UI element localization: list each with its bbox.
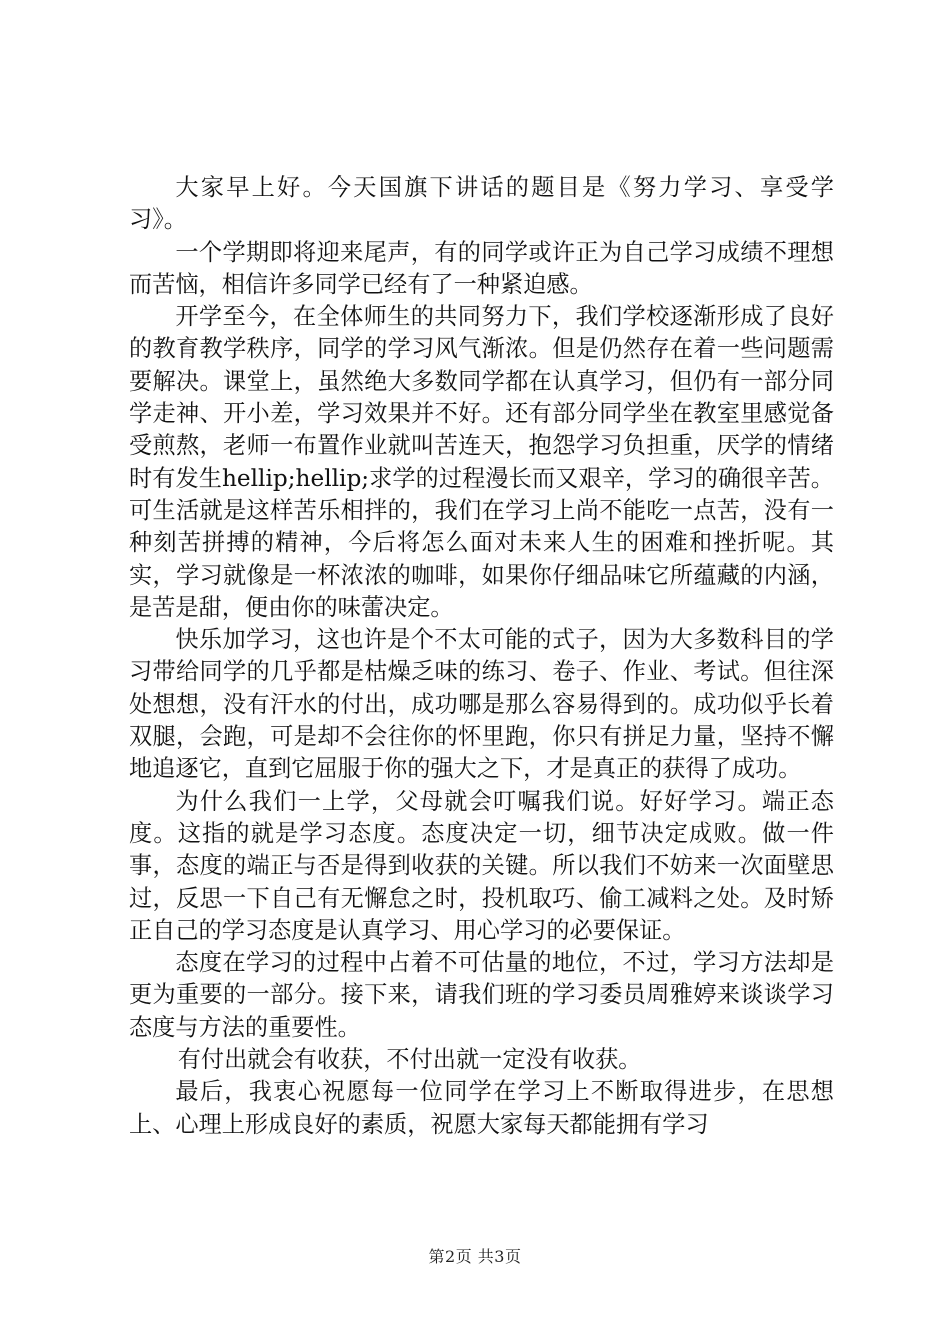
paragraph-effort-reward: 有付出就会有收获，不付出就一定没有收获。 — [177, 1046, 642, 1074]
paragraph-method: 态度在学习的过程中占着不可估量的地位，不过，学习方法却是更为重要的一部分。接下来，请我们班的学习委员周雅婷来谈谈学习态度与方法的重要性。 — [129, 949, 834, 1041]
document-body — [129, 172, 834, 1141]
page-number-footer: 第2页 共3页 — [428, 1247, 522, 1266]
paragraph-closing: 最后，我衷心祝愿每一位同学在学习上不断取得进步，在思想上、心理上形成良好的素质，祝愿大家每天都能拥有学习 — [129, 1078, 834, 1138]
paragraph-joy-and-study: 快乐加学习，这也许是个不太可能的式子，因为大多数科目的学习带给同学的几乎都是枯燥乏味的练习、卷子、作业、考试。但往深处想想，没有汗水的付出，成功哪是那么容易得到的。成功似乎长着双腿，会跑，可是却不会往你的怀里跑，你只有拼足力量，坚持不懈地追逐它，直到它屈服于你的强大之下，才是真正的获得了成功。 — [129, 626, 834, 783]
paragraph-semester-end: 一个学期即将迎来尾声，有的同学或许正为自己学习成绩不理想而苦恼，相信许多同学已经有了一种紧迫感。 — [129, 238, 834, 298]
paragraph-greeting: 大家早上好。今天国旗下讲话的题目是《努力学习、享受学习》。 — [129, 174, 834, 234]
paragraph-attitude: 为什么我们一上学，父母就会叮嘱我们说。好好学习。端正态度。这指的就是学习态度。态度决定一切，细节决定成败。做一件事，态度的端正与否是得到收获的关键。所以我们不妨来一次面壁思过，反思一下自己有无懈怠之时，投机取巧、偷工减料之处。及时矫正自己的学习态度是认真学习、用心学习的必要保证。 — [129, 787, 834, 944]
paragraph-school-order: 开学至今，在全体师生的共同努力下，我们学校逐渐形成了良好的教育教学秩序，同学的学习风气渐浓。但是仍然存在着一些问题需要解决。课堂上，虽然绝大多数同学都在认真学习，但仍有一部分同学走神、开小差，学习效果并不好。还有部分同学坐在教室里感觉备受煎熬，老师一布置作业就叫苦连天，抱怨学习负担重，厌学的情绪时有发生hellip;hellip;求学的过程漫长而又艰辛，学习的确很辛苦。可生活就是这样苦乐相拌的，我们在学习上尚不能吃一点苦，没有一种刻苦拼搏的精神，今后将怎么面对未来人生的困难和挫折呢。其实，学习就像是一杯浓浓的咖啡，如果你仔细品味它所蕴藏的内涵，是苦是甜，便由你的味蕾决定。 — [129, 303, 834, 621]
